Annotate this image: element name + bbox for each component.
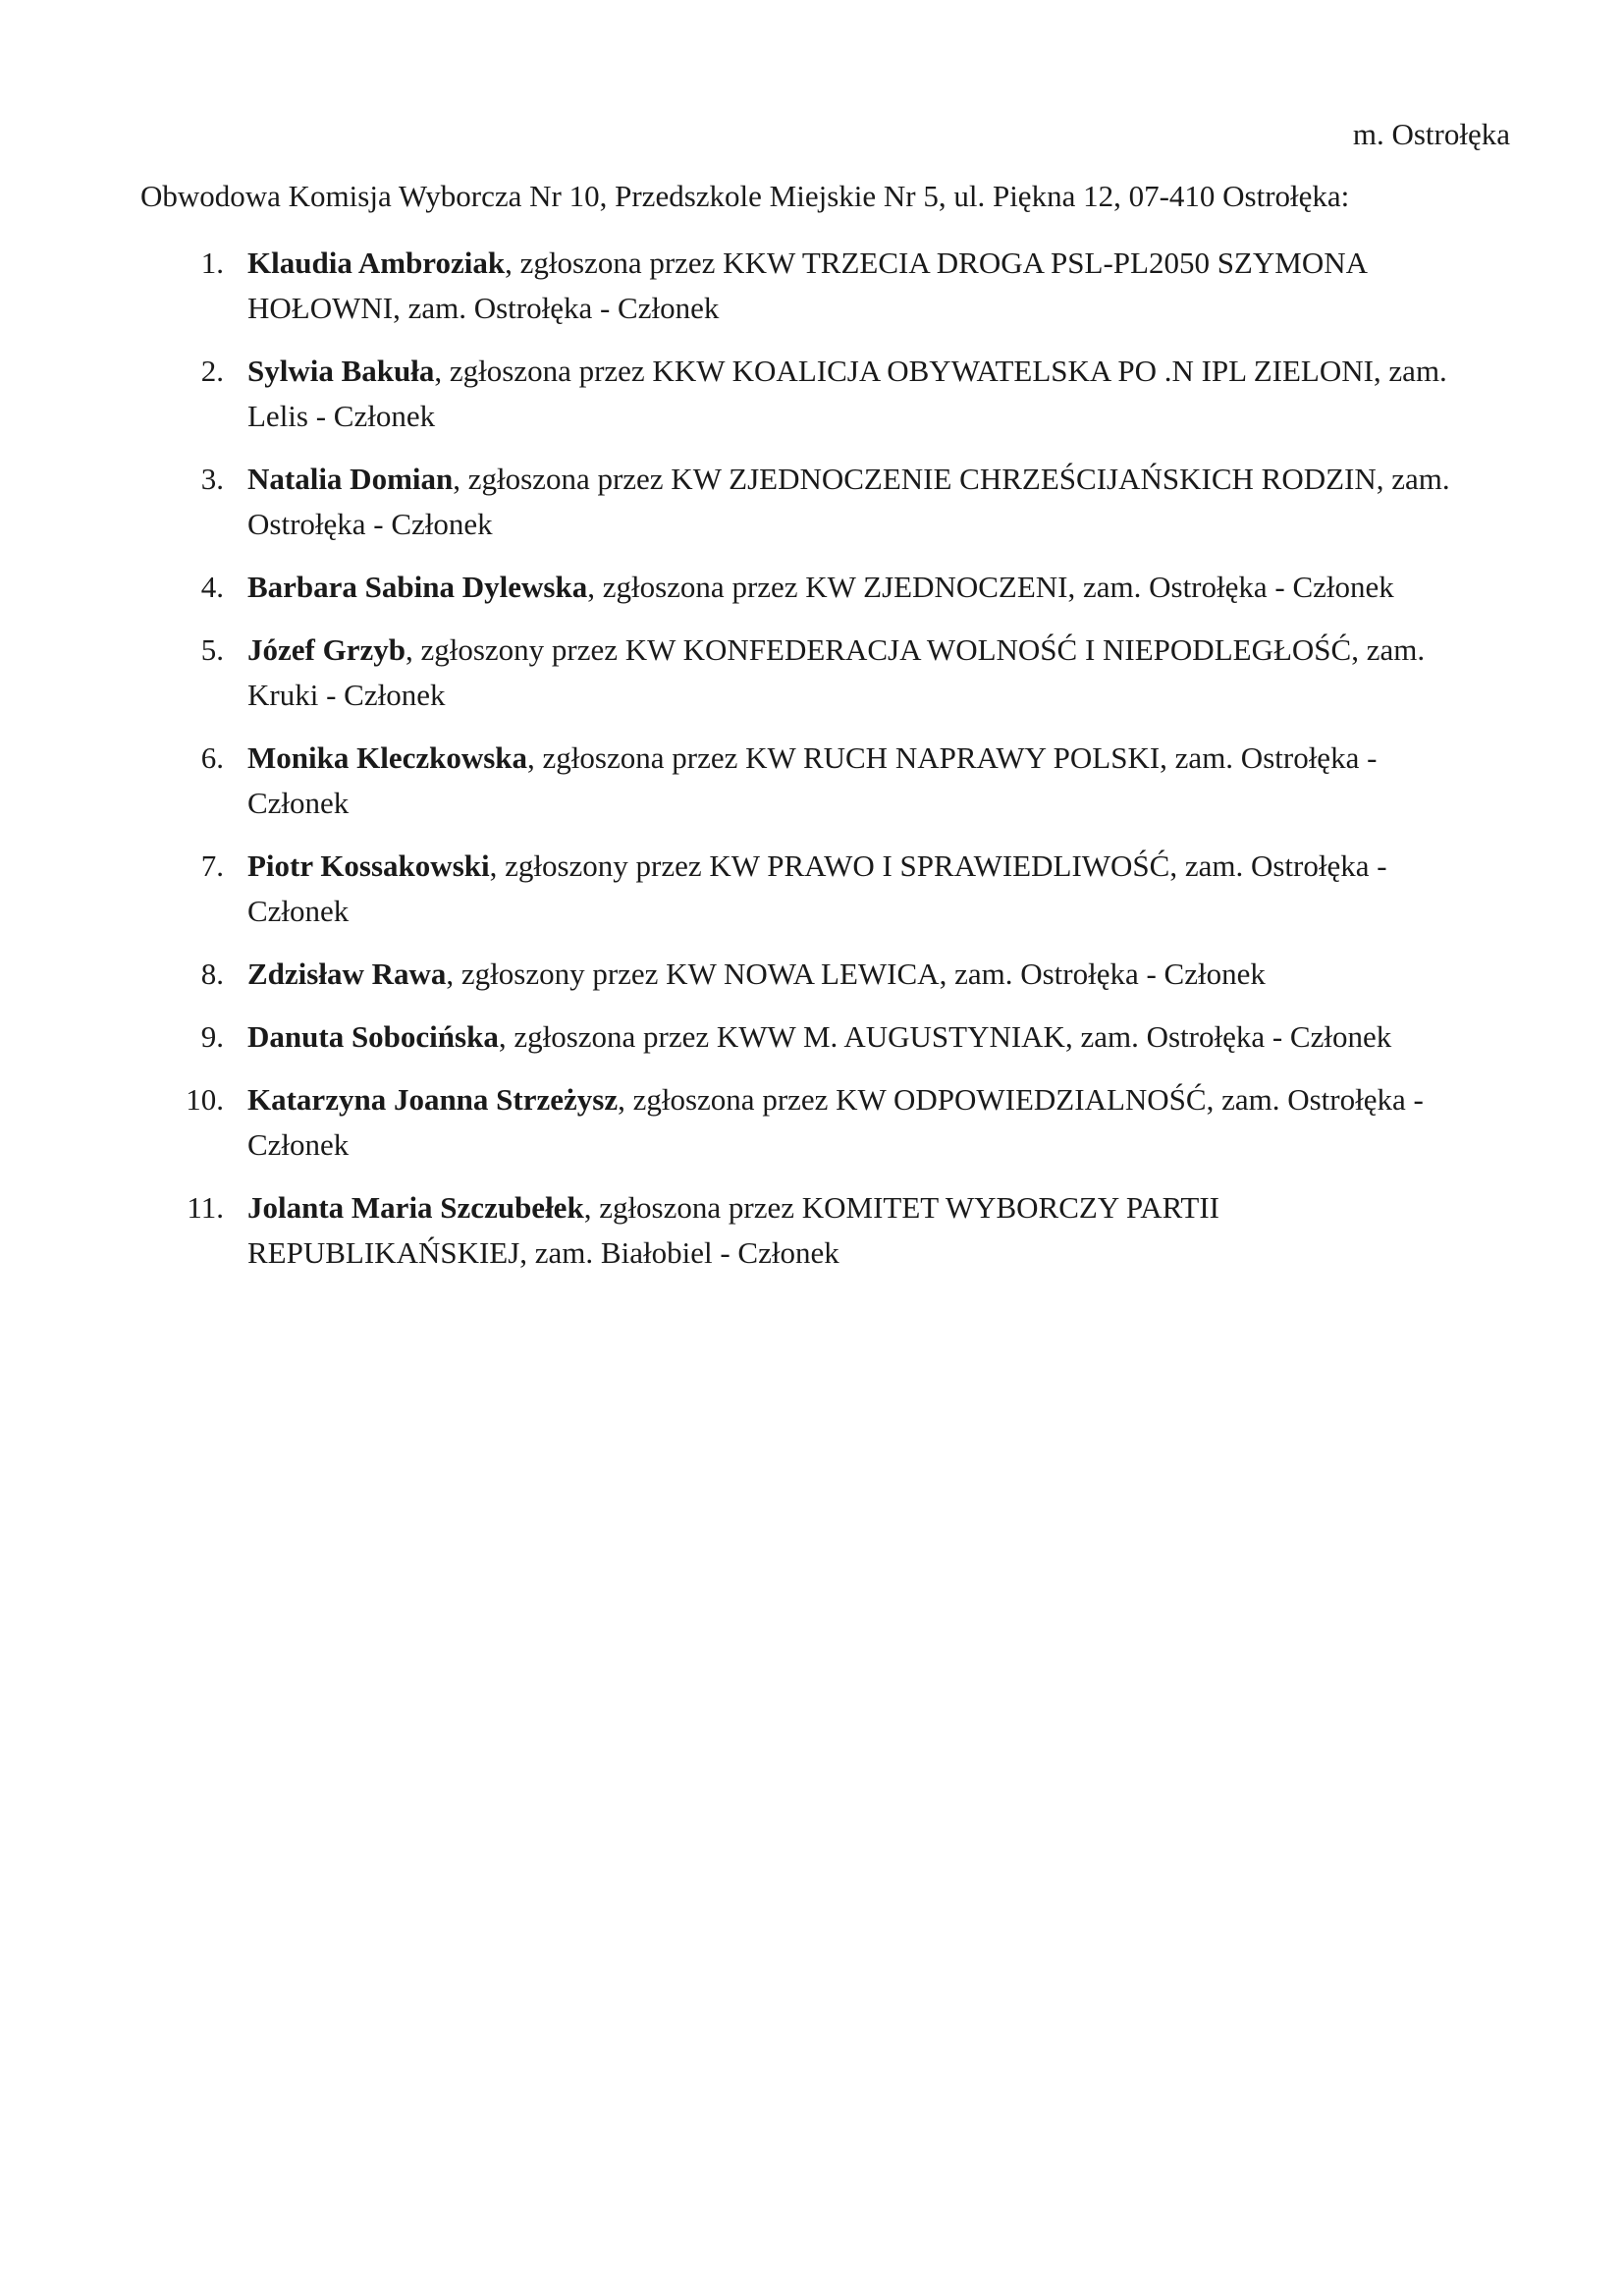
commission-heading: Obwodowa Komisja Wyborcza Nr 10, Przedszkole Miejskie Nr 5, ul. Piękna 12, 07-410 Ostrołęka: [140, 179, 1350, 213]
member-details: , zgłoszona przez KOMITET WYBORCZY PARTII REPUBLIKAŃSKIEJ, zam. Białobiel - Członek [247, 1190, 1220, 1270]
member-item [167, 241, 1483, 331]
member-number: 5. [200, 632, 224, 667]
member-details: , zgłoszona przez KW ZJEDNOCZENI, zam. Ostrołęka - Członek [587, 570, 1394, 604]
member-number: 11. [187, 1190, 224, 1225]
member-item [167, 736, 1483, 826]
member-item [167, 1014, 1483, 1060]
member-name: Zdzisław Rawa [247, 957, 447, 991]
member-number: 3. [200, 462, 224, 496]
member-number: 4. [200, 570, 224, 604]
member-name: Klaudia Ambroziak [247, 246, 506, 280]
member-name: Katarzyna Joanna Strzeżysz [247, 1082, 619, 1117]
member-details: , zgłoszona przez KW RUCH NAPRAWY POLSKI, zam. Ostrołęka - Członek [247, 740, 1378, 820]
member-item [167, 457, 1483, 547]
member-name: Józef Grzyb [247, 632, 406, 667]
member-name: Jolanta Maria Szczubełek [247, 1190, 584, 1225]
member-number: 6. [200, 740, 224, 775]
member-item [167, 628, 1483, 718]
member-details: , zgłoszony przez KW KONFEDERACJA WOLNOŚĆ I NIEPODLEGŁOŚĆ, zam. Kruki - Członek [247, 632, 1426, 712]
member-item [167, 349, 1483, 439]
member-details: , zgłoszony przez KW PRAWO I SPRAWIEDLIWOŚĆ, zam. Ostrołęka - Członek [247, 848, 1387, 928]
member-number: 9. [200, 1019, 224, 1054]
member-details: , zgłoszony przez KW NOWA LEWICA, zam. Ostrołęka - Członek [446, 957, 1266, 991]
member-item [167, 952, 1483, 997]
member-name: Natalia Domian [247, 462, 454, 496]
member-number: 7. [200, 848, 224, 883]
city-label: m. Ostrołęka [1352, 117, 1510, 151]
members-list [167, 241, 1483, 1293]
member-details: , zgłoszona przez KKW KOALICJA OBYWATELSKA PO .N IPL ZIELONI, zam. Lelis - Członek [247, 354, 1447, 433]
member-number: 8. [200, 957, 224, 991]
member-details: , zgłoszona przez KWW M. AUGUSTYNIAK, zam. Ostrołęka - Członek [498, 1019, 1392, 1054]
member-details: , zgłoszona przez KW ZJEDNOCZENIE CHRZEŚCIJAŃSKICH RODZIN, zam. Ostrołęka - Członek [247, 462, 1450, 541]
member-details: , zgłoszona przez KW ODPOWIEDZIALNOŚĆ, zam. Ostrołęka - Członek [247, 1082, 1424, 1162]
member-number: 2. [200, 354, 224, 388]
member-number: 10. [186, 1082, 224, 1117]
member-name: Piotr Kossakowski [247, 848, 490, 883]
member-details: , zgłoszona przez KKW TRZECIA DROGA PSL-PL2050 SZYMONA HOŁOWNI, zam. Ostrołęka - Członek [247, 246, 1367, 325]
member-name: Danuta Sobocińska [247, 1019, 499, 1054]
member-name: Sylwia Bakuła [247, 354, 435, 388]
member-item [167, 1077, 1483, 1168]
member-item [167, 844, 1483, 934]
member-name: Monika Kleczkowska [247, 740, 528, 775]
member-item [167, 565, 1483, 610]
member-item [167, 1185, 1483, 1276]
member-number: 1. [200, 246, 224, 280]
member-name: Barbara Sabina Dylewska [247, 570, 588, 604]
